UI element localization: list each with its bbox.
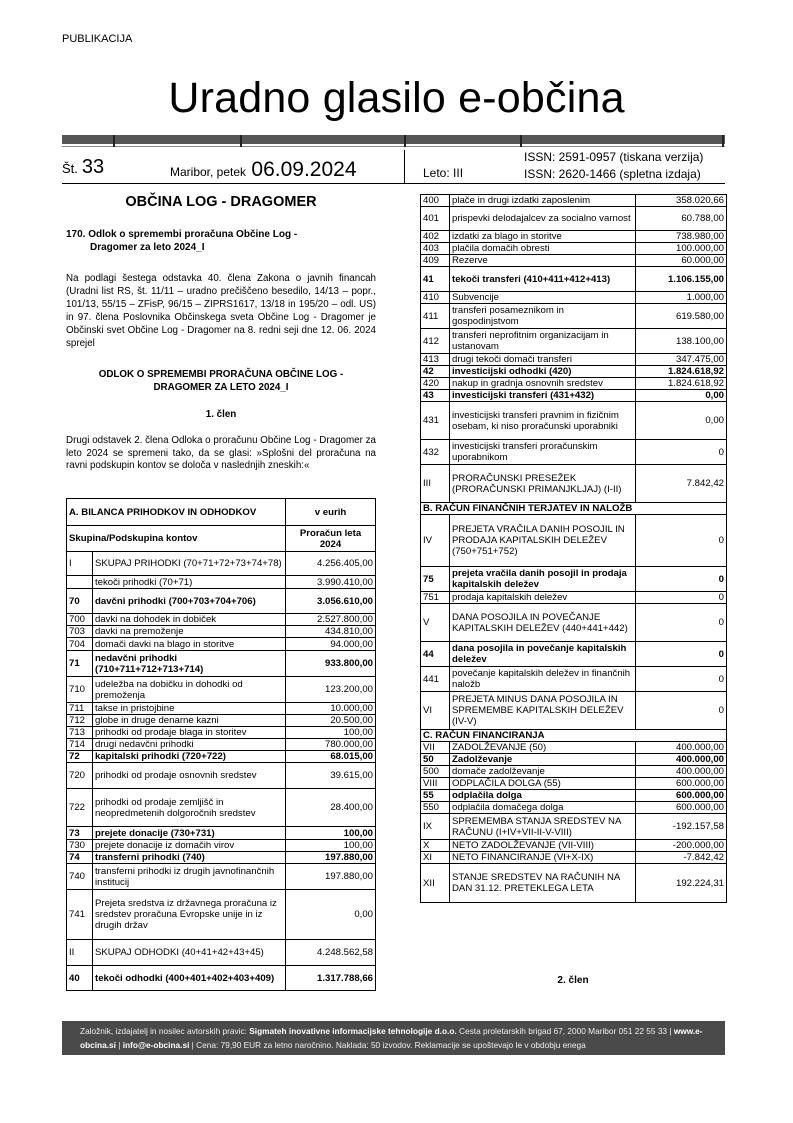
account-label: prihodki od prodaje osnovnih sredstev [93, 763, 286, 789]
account-amount: -7.842,42 [636, 852, 727, 864]
table-row [67, 638, 376, 651]
account-amount: 3.056.610,00 [286, 589, 376, 614]
table-row [67, 789, 376, 827]
account-amount: 197.880,00 [286, 852, 376, 864]
account-label: drugi tekoči domači transferi [450, 354, 636, 366]
publisher-footer: Založnik, izdajatelj in nosilec avtorskih pravic: Sigmateh inovativne informacijske tehnologije d.o.o. Cesta proletarskih brigad 67, 2000 Maribor 051 22 55 33 | www.e-obcina.si | info@e-obcina.si | Cena: 79,90 EUR za letno naročnino. Naklada: 50 izvodov. Reklamacije se upoštevajo le v obdobju enega [62, 1021, 725, 1055]
table-row [67, 614, 376, 626]
account-code: VII [421, 742, 450, 754]
title-rule [62, 135, 725, 144]
account-amount: 60.000,00 [636, 255, 727, 267]
account-label: PRORAČUNSKI PRESEŽEK (PRORAČUNSKI PRIMANJKLJAJ) (I-II) [450, 465, 636, 503]
account-code: 420 [421, 378, 450, 390]
account-code: 441 [421, 667, 450, 692]
account-code: 730 [67, 840, 93, 852]
account-amount: 4.248.562,58 [286, 940, 376, 966]
account-label: prejeta vračila danih posojil in prodaja kapitalskih deležev [450, 567, 636, 592]
account-amount: 4.256.405,00 [286, 552, 376, 576]
account-code: 703 [67, 626, 93, 638]
account-amount: 0,00 [636, 402, 727, 440]
account-amount: 28.400,00 [286, 789, 376, 827]
account-label: nakup in gradnja osnovnih sredstev [450, 378, 636, 390]
table-row [421, 390, 727, 402]
table-row [421, 354, 727, 366]
account-label: odplačila domačega dolga [450, 802, 636, 814]
table-row [67, 940, 376, 966]
account-code: 42 [421, 366, 450, 378]
table-row [421, 465, 727, 503]
account-amount: -192.157,58 [636, 814, 727, 840]
table-row [421, 667, 727, 692]
account-code: 550 [421, 802, 450, 814]
email-link[interactable]: info@e-obcina.si [122, 1040, 190, 1050]
account-code: X [421, 840, 450, 852]
publication-label: PUBLIKACIJA [62, 33, 133, 45]
account-label: NETO FINANCIRANJE (VI+X-IX) [450, 852, 636, 864]
account-code: 409 [421, 255, 450, 267]
table-row [421, 231, 727, 243]
account-code: 710 [67, 677, 93, 703]
table-row [421, 742, 727, 754]
table-row [67, 852, 376, 864]
account-amount: 0 [636, 642, 727, 667]
account-amount: 0 [636, 692, 727, 730]
account-label: Prejeta sredstva iz državnega proračuna iz sredstev proračuna Evropske unije in iz drugih držav [93, 890, 286, 940]
issn-web: ISSN: 2620-1466 (spletna izdaja) [524, 167, 701, 181]
table-row [421, 402, 727, 440]
account-code: VI [421, 692, 450, 730]
table-row [67, 827, 376, 840]
account-amount: 197.880,00 [286, 864, 376, 890]
account-amount: 600.000,00 [636, 802, 727, 814]
account-amount: 358.020,66 [636, 195, 727, 207]
account-code: I [67, 552, 93, 576]
rule-tick [722, 135, 724, 147]
rule-tick [520, 135, 522, 147]
account-label: investicijski odhodki (420) [450, 366, 636, 378]
account-code: 72 [67, 751, 93, 763]
account-label: plačila domačih obresti [450, 243, 636, 255]
title-rule-underline [62, 144, 725, 147]
table-row [421, 503, 727, 515]
table-row [421, 814, 727, 840]
account-label: izdatki za blago in storitve [450, 231, 636, 243]
account-label: prejete donacije (730+731) [93, 827, 286, 840]
account-code: 500 [421, 766, 450, 778]
table-row [421, 329, 727, 354]
table-row [421, 440, 727, 465]
account-label: kapitalski prihodki (720+722) [93, 751, 286, 763]
account-code: 402 [421, 231, 450, 243]
header-divider [404, 150, 405, 183]
account-label: odplačila dolga [450, 790, 636, 802]
account-code: 401 [421, 207, 450, 231]
account-label: plače in drugi izdatki zaposlenim [450, 195, 636, 207]
account-code [67, 576, 93, 589]
act-title: 170. Odlok o spremembi proračuna Občine Log - Dragomer za leto 2024_I [66, 229, 298, 253]
table-row [67, 751, 376, 763]
column-header-budget: Proračun leta 2024 [286, 526, 376, 552]
table-row [67, 677, 376, 703]
issue-number: Št. 33 [62, 156, 105, 178]
account-amount: 933.800,00 [286, 651, 376, 677]
account-code: 751 [421, 592, 450, 604]
account-amount: 7.842,42 [636, 465, 727, 503]
account-label: davčni prihodki (700+703+704+706) [93, 589, 286, 614]
account-code: 41 [421, 267, 450, 292]
odlok-heading: ODLOK O SPREMEMBI PRORAČUNA OBČINE LOG - DRAGOMER ZA LETO 2024_I [98, 369, 344, 393]
account-label: prihodki od prodaje zemljišč in neopredmetenih dolgoročnih sredstev [93, 789, 286, 827]
table-row [67, 715, 376, 727]
account-label: investicijski transferi (431+432) [450, 390, 636, 402]
account-label: dana posojila in povečanje kapitalskih deležev [450, 642, 636, 667]
table-row [421, 255, 727, 267]
table-row [421, 864, 727, 903]
account-amount: 619.580,00 [636, 304, 727, 329]
account-amount: 100,00 [286, 840, 376, 852]
account-amount: 1.106.155,00 [636, 267, 727, 292]
account-code: IX [421, 814, 450, 840]
account-label: ODPLAČILA DOLGA (55) [450, 778, 636, 790]
rule-tick [240, 135, 242, 147]
account-label: SPREMEMBA STANJA SREDSTEV NA RAČUNU (I+IV+VII-II-V-VIII) [450, 814, 636, 840]
account-code: 712 [67, 715, 93, 727]
table-row [421, 515, 727, 567]
account-label: STANJE SREDSTEV NA RAČUNIH NA DAN 31.12. PRETEKLEGA LETA [450, 864, 636, 903]
account-amount: 60.788,00 [636, 207, 727, 231]
gazette-title: Uradno glasilo e-občina [168, 74, 625, 122]
account-code: 413 [421, 354, 450, 366]
table-row [421, 292, 727, 304]
account-code: 704 [67, 638, 93, 651]
table-row [421, 692, 727, 730]
account-amount: 39.615,00 [286, 763, 376, 789]
account-amount: 0 [636, 592, 727, 604]
account-code: 74 [67, 852, 93, 864]
unit-label: v eurih [286, 499, 376, 526]
table-row [421, 642, 727, 667]
account-code: 740 [67, 864, 93, 890]
table-row [67, 626, 376, 638]
account-code: 400 [421, 195, 450, 207]
account-amount: 400.000,00 [636, 754, 727, 766]
account-amount: 400.000,00 [636, 742, 727, 754]
account-amount: 10.000,00 [286, 703, 376, 715]
account-code: 55 [421, 790, 450, 802]
account-amount: 0 [636, 667, 727, 692]
account-code: 50 [421, 754, 450, 766]
budget-table-left [66, 498, 376, 991]
amendment-paragraph: Drugi odstavek 2. člena Odloka o proračunu Občine Log - Dragomer za leto 2024 se spremeni tako, da se glasi: »Splošni del proračuna na ravni podskupin kontov se določa v naslednjih zneskih:« [66, 435, 376, 471]
account-amount: 138.100,00 [636, 329, 727, 354]
account-code: 411 [421, 304, 450, 329]
table-row [67, 864, 376, 890]
account-label: investicijski transferi pravnim in fizičnim osebam, ki niso proračunski uporabniki [450, 402, 636, 440]
account-amount: 20.500,00 [286, 715, 376, 727]
account-code: 71 [67, 651, 93, 677]
account-label: transferi posameznikom in gospodinjstvom [450, 304, 636, 329]
account-code: 403 [421, 243, 450, 255]
table-row [67, 651, 376, 677]
account-amount: 400.000,00 [636, 766, 727, 778]
account-label: ZADOLŽEVANJE (50) [450, 742, 636, 754]
table-row [421, 567, 727, 592]
account-label: takse in pristojbine [93, 703, 286, 715]
account-code: 412 [421, 329, 450, 354]
account-amount: 100,00 [286, 827, 376, 840]
account-code: 741 [67, 890, 93, 940]
account-label: SKUPAJ ODHODKI (40+41+42+43+45) [93, 940, 286, 966]
account-code: IV [421, 515, 450, 567]
account-amount: 1.000,00 [636, 292, 727, 304]
table-row [67, 763, 376, 789]
article-1-heading: 1. člen [205, 409, 237, 420]
account-amount: 100,00 [286, 727, 376, 739]
account-amount: 0 [636, 567, 727, 592]
account-code: 700 [67, 614, 93, 626]
issn-print: ISSN: 2591-0957 (tiskana verzija) [524, 150, 704, 164]
account-code: 70 [67, 589, 93, 614]
account-amount: 0 [636, 515, 727, 567]
table-row [67, 552, 376, 576]
account-amount: 123.200,00 [286, 677, 376, 703]
account-amount: 0 [636, 440, 727, 465]
table-row [421, 790, 727, 802]
table-row [67, 840, 376, 852]
column-header-group: Skupina/Podskupina kontov [67, 526, 286, 552]
section-heading: C. RAČUN FINANCIRANJA [421, 730, 727, 742]
account-label: tekoči prihodki (70+71) [93, 576, 286, 589]
intro-paragraph: Na podlagi šestega odstavka 40. člena Zakona o javnih financah (Uradni list RS, št. 11/11 – uradno prečiščeno besedilo, 14/13 – popr., 101/13, 55/15 – ZFisP, 96/15 – ZIPRS1617, 13/18 in 195/20 – odl. US) in 97. člena Poslovnika Občinskega sveta Občine Log - Dragomer je Občinski svet Občine Log - Dragomer na 8. redni seji dne 12. 06. 2024 sprejel [66, 273, 376, 349]
account-label: investicijski transferi proračunskim uporabnikom [450, 440, 636, 465]
account-label: prodaja kapitalskih deležev [450, 592, 636, 604]
table-row [67, 589, 376, 614]
account-label: SKUPAJ PRIHODKI (70+71+72+73+74+78) [93, 552, 286, 576]
account-code: 75 [421, 567, 450, 592]
account-amount: 780.000,00 [286, 739, 376, 751]
website-link[interactable]: www.e-obcina.si [80, 1026, 703, 1050]
header-line [62, 183, 725, 184]
article-2-heading: 2. člen [557, 975, 589, 986]
account-label: Rezerve [450, 255, 636, 267]
account-amount: 3.990.410,00 [286, 576, 376, 589]
table-row [421, 304, 727, 329]
table-row [421, 802, 727, 814]
table-row [421, 840, 727, 852]
account-code: 432 [421, 440, 450, 465]
account-code: 410 [421, 292, 450, 304]
account-code: 44 [421, 642, 450, 667]
account-label: transferni prihodki iz drugih javnofinančnih institucij [93, 864, 286, 890]
account-label: transferi neprofitnim organizacijam in ustanovam [450, 329, 636, 354]
account-code: III [421, 465, 450, 503]
account-code: 714 [67, 739, 93, 751]
account-label: nedavčni prihodki (710+711+712+713+714) [93, 651, 286, 677]
rule-tick [113, 135, 115, 147]
account-label: tekoči transferi (410+411+412+413) [450, 267, 636, 292]
account-code: VIII [421, 778, 450, 790]
account-code: II [67, 940, 93, 966]
account-label: transferni prihodki (740) [93, 852, 286, 864]
table-row [67, 739, 376, 751]
table-row [67, 703, 376, 715]
table-row [67, 890, 376, 940]
account-amount: 600.000,00 [636, 790, 727, 802]
table-row [67, 966, 376, 991]
table-row [421, 754, 727, 766]
account-amount: 2.527.800,00 [286, 614, 376, 626]
municipality-name: OBČINA LOG - DRAGOMER [125, 194, 317, 210]
account-label: davki na dohodek in dobiček [93, 614, 286, 626]
account-label: povečanje kapitalskih deležev in finančnih naložb [450, 667, 636, 692]
issue-year: Leto: III [423, 166, 464, 180]
account-amount: 94.000,00 [286, 638, 376, 651]
account-code: 722 [67, 789, 93, 827]
account-label: prihodki od prodaje blaga in storitev [93, 727, 286, 739]
table-row [421, 592, 727, 604]
account-label: NETO ZADOLŽEVANJE (VII-VIII) [450, 840, 636, 852]
rule-tick [404, 135, 406, 147]
account-code: 40 [67, 966, 93, 991]
account-code: V [421, 604, 450, 642]
table-row [421, 378, 727, 390]
account-code: 43 [421, 390, 450, 402]
account-amount: 1.824.618,92 [636, 378, 727, 390]
account-amount: 738.980,00 [636, 231, 727, 243]
account-code: 711 [67, 703, 93, 715]
table-row [421, 195, 727, 207]
table-row [421, 243, 727, 255]
section-a-heading: A. BILANCA PRIHODKOV IN ODHODKOV [67, 499, 286, 526]
table-row [421, 366, 727, 378]
table-row [421, 766, 727, 778]
account-label: DANA POSOJILA IN POVEČANJE KAPITALSKIH DELEŽEV (440+441+442) [450, 604, 636, 642]
section-heading: B. RAČUN FINANČNIH TERJATEV IN NALOŽB [421, 503, 727, 515]
table-row [421, 207, 727, 231]
account-amount: 192.224,31 [636, 864, 727, 903]
account-amount: 1.824.618,92 [636, 366, 727, 378]
account-label: globe in druge denarne kazni [93, 715, 286, 727]
account-code: 431 [421, 402, 450, 440]
account-code: XI [421, 852, 450, 864]
account-label: tekoči odhodki (400+401+402+403+409) [93, 966, 286, 991]
account-code: 73 [67, 827, 93, 840]
account-label: prejete donacije iz domačih virov [93, 840, 286, 852]
account-amount: 600.000,00 [636, 778, 727, 790]
table-row [421, 852, 727, 864]
account-label: PREJETA MINUS DANA POSOJILA IN SPREMEMBE KAPITALSKIH DELEŽEV (IV-V) [450, 692, 636, 730]
account-label: domače zadolževanje [450, 766, 636, 778]
table-row [67, 576, 376, 589]
account-label: Subvencije [450, 292, 636, 304]
account-code: 713 [67, 727, 93, 739]
account-amount: 1.317.788,66 [286, 966, 376, 991]
table-row [421, 267, 727, 292]
account-amount: 100.000,00 [636, 243, 727, 255]
account-amount: 68.015,00 [286, 751, 376, 763]
account-amount: -200.000,00 [636, 840, 727, 852]
account-amount: 0,00 [636, 390, 727, 402]
account-amount: 0 [636, 604, 727, 642]
account-label: davki na premoženje [93, 626, 286, 638]
account-label: PREJETA VRAČILA DANIH POSOJIL IN PRODAJA KAPITALSKIH DELEŽEV (750+751+752) [450, 515, 636, 567]
account-label: udeležba na dobičku in dohodki od premoženja [93, 677, 286, 703]
account-amount: 0,00 [286, 890, 376, 940]
article-column [66, 190, 376, 473]
account-code: 720 [67, 763, 93, 789]
account-label: prispevki delodajalcev za socialno varnost [450, 207, 636, 231]
account-amount: 347.475,00 [636, 354, 727, 366]
account-label: drugi nedavčni prihodki [93, 739, 286, 751]
issue-date: Maribor, petek 06.09.2024 [170, 158, 357, 181]
account-amount: 434.810,00 [286, 626, 376, 638]
budget-table-right [420, 194, 727, 903]
table-row [421, 730, 727, 742]
table-row [421, 778, 727, 790]
account-label: domači davki na blago in storitve [93, 638, 286, 651]
table-row [67, 727, 376, 739]
table-row [421, 604, 727, 642]
account-code: XII [421, 864, 450, 903]
account-label: Zadolževanje [450, 754, 636, 766]
